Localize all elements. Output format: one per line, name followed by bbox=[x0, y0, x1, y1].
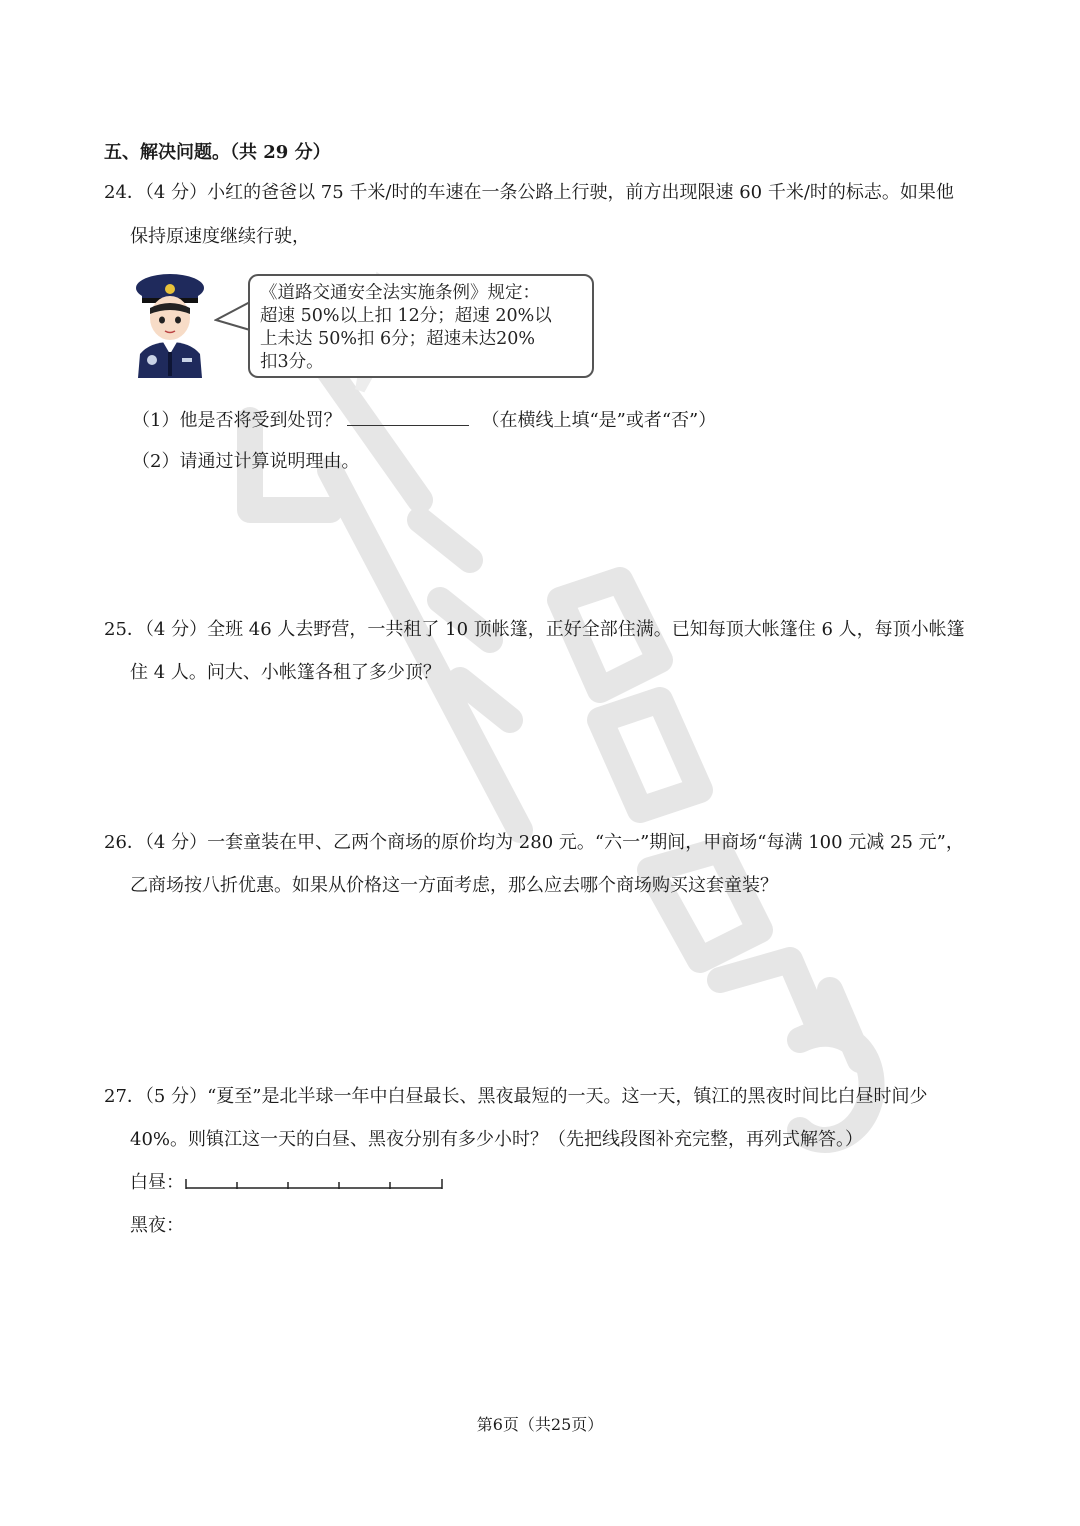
day-segment-diagram bbox=[184, 1176, 446, 1192]
q25-line1: 25．（4 分）全班 46 人去野营，一共租了 10 顶帐篷，正好全部住满。已知每顶大帐篷住 6 人，每顶小帐篷 bbox=[104, 619, 965, 640]
q25-line2: 住 4 人。问大、小帐篷各租了多少顶？ bbox=[130, 662, 441, 683]
q24-sub1-suffix: （在横线上填“是”或者“否”） bbox=[481, 410, 717, 431]
page-footer: 第6页（共25页） bbox=[476, 1415, 604, 1434]
speech-bubble bbox=[248, 274, 594, 378]
bubble-line-2: 超速 50%以上扣 12分；超速 20%以 bbox=[260, 306, 552, 326]
night-label: 黑夜： bbox=[130, 1215, 184, 1236]
bubble-line-3: 上未达 50%扣 6分；超速未达20% bbox=[260, 329, 536, 349]
bubble-line-1: 《道路交通安全法实施条例》规定： bbox=[260, 283, 540, 303]
section-title: 五、解决问题。（共 29 分） bbox=[104, 142, 331, 163]
q27-line2: 40%。则镇江这一天的白昼、黑夜分别有多少小时？（先把线段图补充完整，再列式解答。） bbox=[130, 1129, 864, 1150]
day-label: 白昼： bbox=[130, 1172, 184, 1193]
q26-line1: 26．（4 分）一套童装在甲、乙两个商场的原价均为 280 元。“六一”期间，甲商场“每满 100 元减 25 元”， bbox=[104, 832, 964, 853]
q24-line2: 保持原速度继续行驶， bbox=[130, 226, 310, 247]
police-officer-illustration bbox=[130, 268, 210, 378]
q27-line1: 27．（5 分）“夏至”是北半球一年中白昼最长、黑夜最短的一天。这一天，镇江的黑夜时间比白昼时间少 bbox=[104, 1086, 928, 1107]
q24-sub2: （2）请通过计算说明理由。 bbox=[132, 451, 360, 472]
q24-line1: 24．（4 分）小红的爸爸以 75 千米/时的车速在一条公路上行驶，前方出现限速 60 千米/时的标志。如果他 bbox=[104, 182, 954, 203]
q24-sub1 bbox=[132, 407, 716, 433]
q26-line2: 乙商场按八折优惠。如果从价格这一方面考虑，那么应去哪个商场购买这套童装？ bbox=[130, 875, 778, 896]
answer-blank[interactable] bbox=[347, 407, 469, 426]
bubble-line-4: 扣3分。 bbox=[260, 352, 324, 372]
q24-sub1-prefix: （1）他是否将受到处罚？ bbox=[132, 410, 342, 431]
